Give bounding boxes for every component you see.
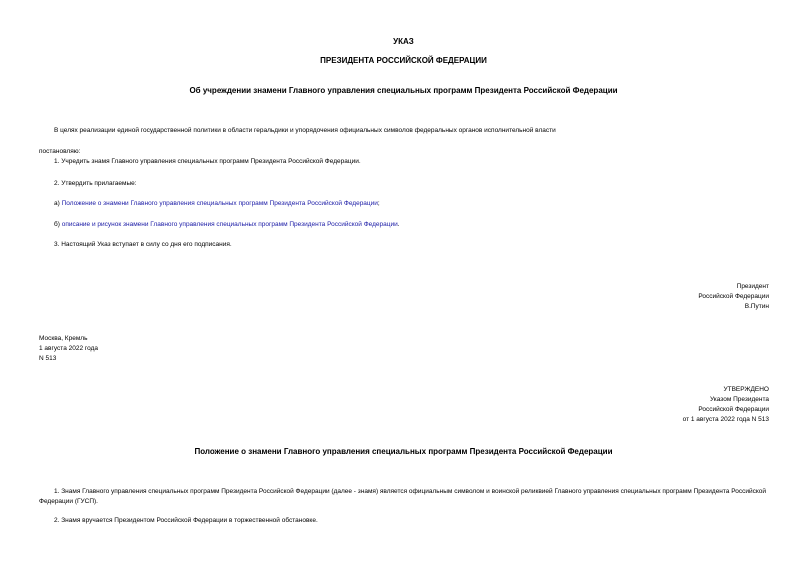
decree-issuer: ПРЕЗИДЕНТА РОССИЙСКОЙ ФЕДЕРАЦИИ [320, 56, 487, 65]
approval-country: Российской Федерации [698, 406, 769, 413]
signature-country: Российской Федерации [698, 293, 769, 300]
place-city: Москва, Кремль [39, 335, 88, 342]
item-2a [54, 200, 380, 207]
approval-by: Указом Президента [709, 396, 769, 403]
preamble: В целях реализации единой государственной политики в области геральдики и упорядочения официальных символов федеральных органов исполнительной власти [54, 127, 556, 134]
place-date: 1 августа 2022 года [39, 345, 98, 352]
signature-name: В.Путин [744, 303, 769, 310]
item-2b-prefix: б) [54, 221, 60, 228]
item-2a-prefix: а) [54, 200, 60, 207]
decree-number: N 513 [39, 355, 57, 362]
item-2b [54, 221, 400, 228]
decree-title: УКАЗ [393, 37, 414, 46]
signature-title: Президент [736, 283, 769, 290]
description-link[interactable]: описание и рисунок знамени Главного управления специальных программ Президента Российской Федерации [61, 221, 398, 228]
item-1: 1. Учредить знамя Главного управления специальных программ Президента Российской Федерации. [54, 158, 361, 165]
item-2b-suffix: . [397, 221, 400, 228]
decree-subject: Об учреждении знамени Главного управления специальных программ Президента Российской Федерации [189, 86, 618, 95]
item-2a-suffix: ; [377, 200, 380, 207]
regulation-link[interactable]: Положение о знамени Главного управления специальных программ Президента Российской Федерации [61, 200, 378, 207]
regulation-title: Положение о знамени Главного управления специальных программ Президента Российской Федерации [194, 447, 613, 456]
approval-label: УТВЕРЖДЕНО [723, 386, 769, 393]
item-2: 2. Утвердить прилагаемые: [54, 180, 137, 187]
regulation-paragraph-2: 2. Знамя вручается Президентом Российской Федерации в торжественной обстановке. [54, 517, 318, 524]
regulation-paragraph-1: 1. Знамя Главного управления специальных программ Президента Российской Федерации (далее - знамя) является официальным символом и воинской реликвией Главного управления специальных программ Президента Российской Федерации (ГУСП). [39, 488, 767, 505]
item-3: 3. Настоящий Указ вступает в силу со дня его подписания. [54, 241, 232, 248]
approval-date: от 1 августа 2022 года N 513 [682, 416, 769, 423]
decree-word: постановляю: [39, 148, 81, 155]
